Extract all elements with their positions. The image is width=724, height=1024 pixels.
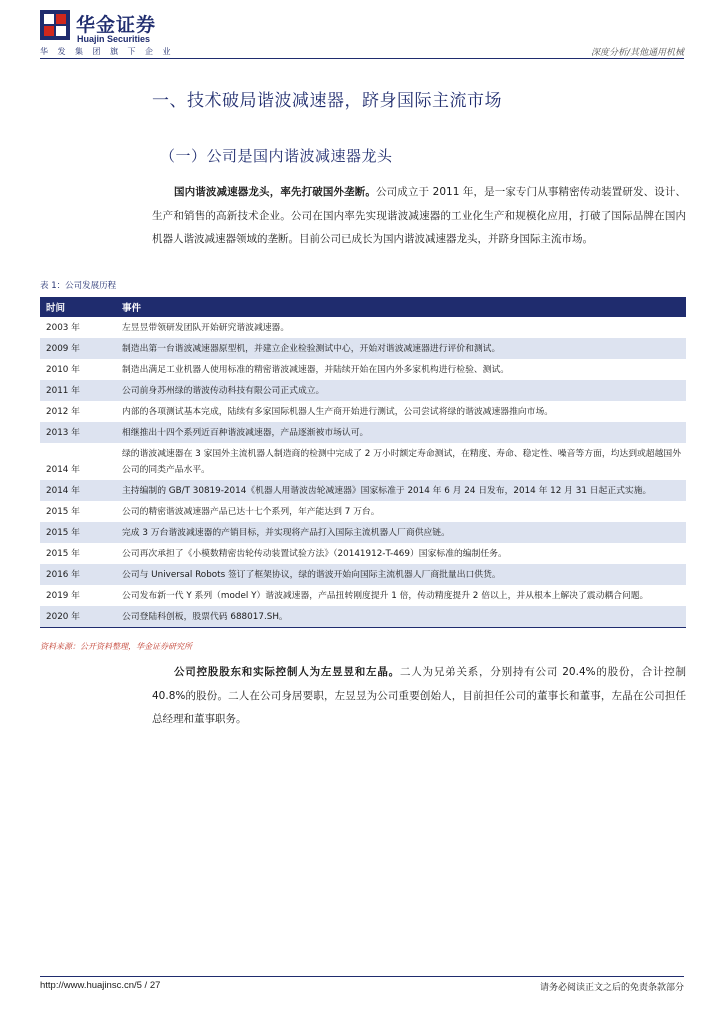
footer-url-page: http://www.huajinsc.cn/5 / 27 bbox=[40, 980, 161, 991]
row-event: 公司再次承担了《小模数精密齿轮传动装置试验方法》（20141912-T-469）国家标准的编制任务。 bbox=[122, 549, 507, 559]
shareholder-lead: 公司控股股东和实际控制人为左昱昱和左晶。 bbox=[174, 666, 400, 678]
header-divider bbox=[40, 58, 684, 59]
table-row bbox=[40, 606, 686, 627]
table-row bbox=[40, 317, 686, 338]
row-year: 2011 年 bbox=[40, 380, 116, 401]
table-row bbox=[40, 480, 686, 501]
table-row bbox=[40, 564, 686, 585]
table-row bbox=[40, 380, 686, 401]
group-subtitle: 华发集团旗下企业 bbox=[40, 47, 180, 56]
row-year: 2016 年 bbox=[40, 564, 116, 585]
row-year: 2009 年 bbox=[40, 338, 116, 359]
row-year: 2013 年 bbox=[40, 422, 116, 443]
table-row bbox=[40, 543, 686, 564]
table-row bbox=[40, 338, 686, 359]
row-event: 公司发布新一代 Y 系列（model Y）谐波减速器，产品扭转刚度提升 1 倍，传动精度提升 2 倍以上，并从根本上解决了震动耦合问题。 bbox=[122, 591, 649, 601]
row-event: 制造出满足工业机器人使用标准的精密谐波减速器，并陆续开始在国内外多家机构进行检验、测试。 bbox=[122, 365, 510, 375]
row-year: 2015 年 bbox=[46, 507, 80, 517]
row-year: 2014 年 bbox=[40, 480, 116, 501]
subsection-heading: （一）公司是国内谐波减速器龙头 bbox=[160, 147, 393, 165]
row-event: 公司的精密谐波减速器产品已达十七个系列，年产能达到 7 万台。 bbox=[122, 507, 380, 517]
row-year: 2012 年 bbox=[46, 407, 80, 417]
row-year: 2015 年 bbox=[46, 549, 80, 559]
row-year: 2003 年 bbox=[46, 323, 80, 333]
row-year: 2020 年 bbox=[40, 606, 116, 627]
table-row bbox=[40, 501, 686, 522]
row-year: 2019 年 bbox=[46, 591, 80, 601]
row-year: 2014 年 bbox=[46, 465, 80, 475]
row-event: 相继推出十四个系列近百种谐波减速器，产品逐渐被市场认可。 bbox=[116, 422, 686, 443]
row-event: 公司与 Universal Robots 签订了框架协议，绿的谐波开始向国际主流机器人厂商批量出口供货。 bbox=[116, 564, 686, 585]
huajin-logo-mark-icon bbox=[40, 10, 70, 40]
row-event: 公司前身苏州绿的谐波传动科技有限公司正式成立。 bbox=[116, 380, 686, 401]
footer-disclaimer: 请务必阅读正文之后的免责条款部分 bbox=[539, 983, 684, 993]
table-row bbox=[40, 443, 686, 480]
logo-chinese-name: 华金证券 bbox=[76, 14, 157, 36]
table-source: 资料来源：公开资料整理，华金证券研究所 bbox=[40, 642, 192, 651]
row-event: 制造出第一台谐波减速器原型机，并建立企业检验测试中心，开始对谐波减速器进行评价和测试。 bbox=[116, 338, 686, 359]
table-row bbox=[40, 401, 686, 422]
header-event: 事件 bbox=[116, 297, 686, 317]
table-bottom-rule bbox=[40, 627, 686, 628]
intro-text: 公司成立于 2011 年，是一家专门从事精密传动装置研发、设计、生产和销售的高新技术企业。公司在国内率先实现谐波减速器的工业化生产和规模化应用，打破了国际品牌在国内机器人谐波减速器领域的垄断。目前公司已成长为国内谐波减速器龙头，并跻身国际主流市场。 bbox=[152, 186, 687, 245]
row-event: 公司登陆科创板，股票代码 688017.SH。 bbox=[116, 606, 686, 627]
shareholder-text: 二人为兄弟关系，分别持有公司 20.4%的股份，合计控制 40.8%的股份。二人在公司身居要职，左昱昱为公司重要创始人，目前担任公司的董事长和董事，左晶在公司担任总经理和董事职务。 bbox=[152, 666, 686, 725]
huajin-logo bbox=[40, 10, 190, 46]
table-row bbox=[40, 359, 686, 380]
table-caption: 表 1：公司发展历程 bbox=[40, 281, 117, 291]
table-row bbox=[40, 585, 686, 606]
intro-paragraph bbox=[152, 181, 686, 252]
row-event: 主持编制的 GB/T 30819-2014《机器人用谐波齿轮减速器》国家标准于 2014 年 6 月 24 日发布，2014 年 12 月 31 日起正式实施。 bbox=[116, 480, 686, 501]
footer-divider bbox=[40, 976, 684, 977]
row-event: 完成 3 万台谐波减速器的产销目标，并实现将产品打入国际主流机器人厂商供应链。 bbox=[116, 522, 686, 543]
row-event: 左昱昱带领研发团队开始研究谐波减速器。 bbox=[122, 323, 290, 333]
intro-lead: 国内谐波减速器龙头，率先打破国外垄断。 bbox=[174, 186, 377, 198]
table-row bbox=[40, 422, 686, 443]
table-row bbox=[40, 522, 686, 543]
history-table bbox=[40, 297, 686, 628]
row-year: 2015 年 bbox=[40, 522, 116, 543]
row-event: 内部的各项测试基本完成，陆续有多家国际机器人生产商开始进行测试，公司尝试将绿的谐波减速器推向市场。 bbox=[122, 407, 554, 417]
logo-english-name: Huajin Securities bbox=[77, 34, 151, 44]
row-event: 绿的谐波减速器在 3 家国外主流机器人制造商的检测中完成了 2 万小时额定寿命测试，在精度、寿命、稳定性、噪音等方面，均达到或超越国外公司的同类产品水平。 bbox=[122, 449, 681, 475]
shareholder-paragraph bbox=[152, 661, 686, 732]
section-heading: 一、技术破局谐波减速器，跻身国际主流市场 bbox=[152, 91, 502, 111]
row-year: 2010 年 bbox=[46, 365, 80, 375]
table-header-row bbox=[40, 297, 686, 317]
report-type: 深度分析/其他通用机械 bbox=[590, 48, 684, 58]
header-time: 时间 bbox=[40, 297, 116, 317]
table-body bbox=[40, 317, 686, 627]
